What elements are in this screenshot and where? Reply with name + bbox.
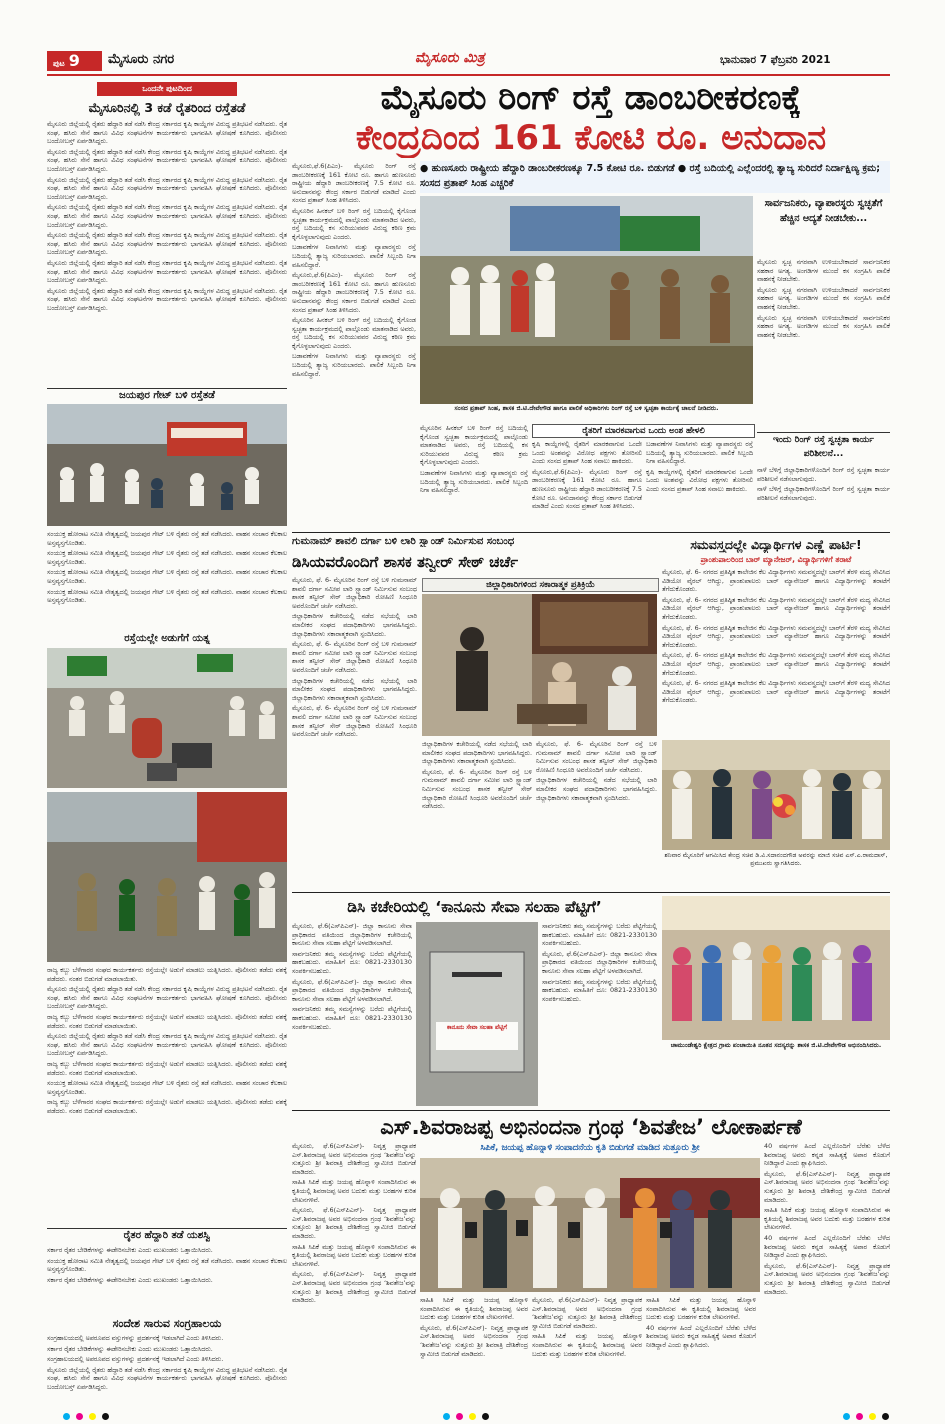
registration-marks-center	[440, 1405, 492, 1424]
section-title: ಮೈಸೂರು ನಗರ	[108, 52, 175, 67]
main-body-col3: ಕೃಷಿ ಕಾಯ್ದೆಗಳಲ್ಲಿ ರೈತರಿಗೆ ಮಾರಕವಾಗುವ ಒಂದೇ ಒಂದು ಅಂಶವನ್ನು ವಿರೋಧ ಪಕ್ಷಗಳು ತೋರಿಸಲಿ ಎಂದು ಸಂಸದ ಪ್ರತಾಪ್ ಸಿಂಹ ಸವಾಲು ಹಾಕಿದರು. ಮೈಸೂರು,ಫೆ.6(ಪಿಎಂ)- ಮೈಸೂರು ರಿಂಗ್ ರಸ್ತೆ ಡಾಂಬರೀಕರಣಕ್ಕೆ 161 ಕೋಟಿ ರೂ. ಹಾಗೂ ಹುಣಸೂರು ರಾಷ್ಟ್ರೀಯ ಹೆದ್ದಾರಿ ಡಾಂಬರೀಕರಣಕ್ಕೆ 7.5 ಕೋಟಿ ರೂ. ಅನುದಾನವನ್ನು ಕೇಂದ್ರ ಸರ್ಕಾರ ಬಿಡುಗಡೆ ಮಾಡಿದೆ ಎಂದು ಸಂಸದ ಪ್ರತಾಪ್ ಸಿಂಹ ತಿಳಿಸಿದರು.	[532, 440, 642, 511]
page-number: 9	[68, 51, 80, 70]
legal-headline: ಡಿಸಿ ಕಚೇರಿಯಲ್ಲಿ ‘ಕಾನೂನು ಸೇವಾ ಸಲಹಾ ಪೆಟ್ಟಿಗೆ’	[347, 898, 602, 916]
main-headline-line1: ಮೈಸೂರು ರಿಂಗ್ ರಸ್ತೆ ಡಾಂಬರೀಕರಣಕ್ಕೆ	[380, 78, 802, 118]
left-body-2: ಸಂಯುಕ್ತ ಹೋರಾಟ ಸಮಿತಿ ನೇತೃತ್ವದಲ್ಲಿ ಜಯಪುರ ಗೇಟ್ ಬಳಿ ರೈತರು ರಸ್ತೆ ತಡೆ ನಡೆಸಿದರು. ವಾಹನ ಸಂಚಾರ ಕೆಲಕಾಲ ಅಸ್ತವ್ಯಸ್ತಗೊಂಡಿತು. ಸಂಯುಕ್ತ ಹೋರಾಟ ಸಮಿತಿ ನೇತೃತ್ವದಲ್ಲಿ ಜಯಪುರ ಗೇಟ್ ಬಳಿ ರೈತರು ರಸ್ತೆ ತಡೆ ನಡೆಸಿದರು. ವಾಹನ ಸಂಚಾರ ಕೆಲಕಾಲ ಅಸ್ತವ್ಯಸ್ತಗೊಂಡಿತು. ಸಂಯುಕ್ತ ಹೋರಾಟ ಸಮಿತಿ ನೇತೃತ್ವದಲ್ಲಿ ಜಯಪುರ ಗೇಟ್ ಬಳಿ ರೈತರು ರಸ್ತೆ ತಡೆ ನಡೆಸಿದರು. ವಾಹನ ಸಂಚಾರ ಕೆಲಕಾಲ ಅಸ್ತವ್ಯಸ್ತಗೊಂಡಿತು. ಸಂಯುಕ್ತ ಹೋರಾಟ ಸಮಿತಿ ನೇತೃತ್ವದಲ್ಲಿ ಜಯಪುರ ಗೇಟ್ ಬಳಿ ರೈತರು ರಸ್ತೆ ತಡೆ ನಡೆಸಿದರು. ವಾಹನ ಸಂಚಾರ ಕೆಲಕಾಲ ಅಸ್ತವ್ಯಸ್ತಗೊಂಡಿತು.	[47, 530, 287, 605]
mid-divider	[292, 532, 890, 533]
left-sub-1: ಜಯಪುರ ಗೇಟ್ ಬಳಿ ರಸ್ತೆತಡೆ	[47, 388, 287, 402]
page-number-badge	[47, 51, 102, 71]
tanveer-body-col3: ಮೈಸೂರು, ಫೆ. 6- ಮೈಸೂರಿನ ರಿಂಗ್ ರಸ್ತೆ ಬಳಿ ಗುಮನಾಮ್ ಶಾವಲಿ ದರ್ಗಾ ಸಮೀಪ ಲಾರಿ ಸ್ಟ್ಯಾಂಡ್ ನಿರ್ಮಿಸುವ ಸಂಬಂಧ ಶಾಸಕ ತನ್ವೀರ್ ಸೇಠ್ ಜಿಲ್ಲಾಧಿಕಾರಿ ರೋಹಿಣಿ ಸಿಂಧೂರಿ ಅವರೊಂದಿಗೆ ಚರ್ಚೆ ನಡೆಸಿದರು. ಜಿಲ್ಲಾಧಿಕಾರಿಗಳ ಕಚೇರಿಯಲ್ಲಿ ನಡೆದ ಸಭೆಯಲ್ಲಿ ಲಾರಿ ಮಾಲೀಕರ ಸಂಘದ ಪದಾಧಿಕಾರಿಗಳು ಭಾಗವಹಿಸಿದ್ದರು. ಜಿಲ್ಲಾಧಿಕಾರಿಗಳು ಸಕಾರಾತ್ಮಕವಾಗಿ ಸ್ಪಂದಿಸಿದರು.	[536, 740, 657, 802]
left-headline: ಮೈಸೂರಿನಲ್ಲಿ 3 ಕಡೆ ರೈತರಿಂದ ರಸ್ತೆತಡೆ	[88, 100, 246, 115]
cleanup-photo-caption: ಸಂಸದ ಪ್ರತಾಪ್ ಸಿಂಹ, ಶಾಸಕ ಜಿ.ಟಿ.ದೇವೇಗೌಡ ಹಾಗೂ ಪಾಲಿಕೆ ಅಧಿಕಾರಿಗಳು ರಿಂಗ್ ರಸ್ತೆ ಬಳಿ ಸ್ವಚ್ಛತಾ ಕಾರ್ಯಕ್ಕೆ ಚಾಲನೆ ನೀಡಿದರು.	[454, 405, 719, 412]
paper-name: ಮೈಸೂರು ಮಿತ್ರ	[415, 50, 485, 66]
left-sub-3: ರೈತರ ಹೆದ್ದಾರಿ ತಡೆ ಯಶಸ್ವಿ	[47, 1228, 287, 1243]
panchayat-members-photo	[662, 896, 890, 1040]
main-body-col1: ಮೈಸೂರು,ಫೆ.6(ಪಿಎಂ)- ಮೈಸೂರು ರಿಂಗ್ ರಸ್ತೆ ಡಾಂಬರೀಕರಣಕ್ಕೆ 161 ಕೋಟಿ ರೂ. ಹಾಗೂ ಹುಣಸೂರು ರಾಷ್ಟ್ರೀಯ ಹೆದ್ದಾರಿ ಡಾಂಬರೀಕರಣಕ್ಕೆ 7.5 ಕೋಟಿ ರೂ. ಅನುದಾನವನ್ನು ಕೇಂದ್ರ ಸರ್ಕಾರ ಬಿಡುಗಡೆ ಮಾಡಿದೆ ಎಂದು ಸಂಸದ ಪ್ರತಾಪ್ ಸಿಂಹ ತಿಳಿಸಿದರು. ಮೈಸೂರಿನ ಹಿನಕಲ್ ಬಳಿ ರಿಂಗ್ ರಸ್ತೆ ಬದಿಯಲ್ಲಿ ಕೈಗೊಂಡ ಸ್ವಚ್ಛತಾ ಕಾರ್ಯಕ್ರಮದಲ್ಲಿ ಪಾಲ್ಗೊಂಡು ಮಾತನಾಡಿದ ಅವರು, ರಸ್ತೆ ಬದಿಯಲ್ಲಿ ಕಸ ಸುರಿಯುವವರ ವಿರುದ್ಧ ಕಠಿಣ ಕ್ರಮ ಕೈಗೊಳ್ಳಲಾಗುವುದು ಎಂದರು. ಬಡಾವಣೆಗಳ ನಿವಾಸಿಗಳು ಮತ್ತು ವ್ಯಾಪಾರಸ್ಥರು ರಸ್ತೆ ಬದಿಯಲ್ಲಿ ತ್ಯಾಜ್ಯ ಸುರಿಯಬಾರದು. ಪಾಲಿಕೆ ಸಿಬ್ಬಂದಿ ನಿಗಾ ವಹಿಸಲಿದ್ದಾರೆ. ಮೈಸೂರು,ಫೆ.6(ಪಿಎಂ)- ಮೈಸೂರು ರಿಂಗ್ ರಸ್ತೆ ಡಾಂಬರೀಕರಣಕ್ಕೆ 161 ಕೋಟಿ ರೂ. ಹಾಗೂ ಹುಣಸೂರು ರಾಷ್ಟ್ರೀಯ ಹೆದ್ದಾರಿ ಡಾಂಬರೀಕರಣಕ್ಕೆ 7.5 ಕೋಟಿ ರೂ. ಅನುದಾನವನ್ನು ಕೇಂದ್ರ ಸರ್ಕಾರ ಬಿಡುಗಡೆ ಮಾಡಿದೆ ಎಂದು ಸಂಸದ ಪ್ರತಾಪ್ ಸಿಂಹ ತಿಳಿಸಿದರು. ಮೈಸೂರಿನ ಹಿನಕಲ್ ಬಳಿ ರಿಂಗ್ ರಸ್ತೆ ಬದಿಯಲ್ಲಿ ಕೈಗೊಂಡ ಸ್ವಚ್ಛತಾ ಕಾರ್ಯಕ್ರಮದಲ್ಲಿ ಪಾಲ್ಗೊಂಡು ಮಾತನಾಡಿದ ಅವರು, ರಸ್ತೆ ಬದಿಯಲ್ಲಿ ಕಸ ಸುರಿಯುವವರ ವಿರುದ್ಧ ಕಠಿಣ ಕ್ರಮ ಕೈಗೊಳ್ಳಲಾಗುವುದು ಎಂದರು. ಬಡಾವಣೆಗಳ ನಿವಾಸಿಗಳು ಮತ್ತು ವ್ಯಾಪಾರಸ್ಥರು ರಸ್ತೆ ಬದಿಯಲ್ಲಿ ತ್ಯಾಜ್ಯ ಸುರಿಯಬಾರದು. ಪಾಲಿಕೆ ಸಿಬ್ಬಂದಿ ನಿಗಾ ವಹಿಸಲಿದ್ದಾರೆ.	[292, 162, 416, 378]
lower-divider	[292, 892, 890, 893]
main-sub-1: ರೈತರಿಗೆ ಮಾರಕವಾಗುವ ಒಂದು ಅಂಶ ಹೇಳಲಿ	[532, 424, 755, 438]
book-body-col4: ಸಾಹಿತಿ ಸಿಪಿಕೆ ಮತ್ತು ಜಯಪ್ಪ ಹೊನ್ನಾಳಿ ಸಂಪಾದಿಸಿರುವ ಈ ಕೃತಿಯಲ್ಲಿ ಶಿವರಾಜಪ್ಪ ಅವರ ಬದುಕು ಮತ್ತು ಬರಹಗಳ ಕುರಿತ ಲೇಖನಗಳಿವೆ. 40 ವರ್ಷಗಳ ಹಿಂದೆ ಎಲ್ಲರೊಂದಿಗೆ ಬೆರೆತು ಬೆಳೆದ ಶಿವರಾಜಪ್ಪ ಅವರು ಕನ್ನಡ ಸಾಹಿತ್ಯಕ್ಕೆ ಅಪಾರ ಕೊಡುಗೆ ನೀಡಿದ್ದಾರೆ ಎಂದು ಶ್ಲಾಘಿಸಿದರು.	[646, 1296, 756, 1349]
book-body-col3: ಮೈಸೂರು, ಫೆ.6(ಎಸ್‌ಪಿಎನ್)- ನಿವೃತ್ತ ಪ್ರಾಧ್ಯಾಪಕ ಎಸ್.ಶಿವರಾಜಪ್ಪ ಅವರ ಅಭಿನಂದನಾ ಗ್ರಂಥ ‘ಶಿವತೇಜ’ವನ್ನು ಸುತ್ತೂರು ಶ್ರೀ ಶಿವರಾತ್ರಿ ದೇಶಿಕೇಂದ್ರ ಸ್ವಾಮೀಜಿ ಬಿಡುಗಡೆ ಮಾಡಿದರು. ಸಾಹಿತಿ ಸಿಪಿಕೆ ಮತ್ತು ಜಯಪ್ಪ ಹೊನ್ನಾಳಿ ಸಂಪಾದಿಸಿರುವ ಈ ಕೃತಿಯಲ್ಲಿ ಶಿವರಾಜಪ್ಪ ಅವರ ಬದುಕು ಮತ್ತು ಬರಹಗಳ ಕುರಿತ ಲೇಖನಗಳಿವೆ.	[532, 1296, 642, 1358]
book-body-col5: 40 ವರ್ಷಗಳ ಹಿಂದೆ ಎಲ್ಲರೊಂದಿಗೆ ಬೆರೆತು ಬೆಳೆದ ಶಿವರಾಜಪ್ಪ ಅವರು ಕನ್ನಡ ಸಾಹಿತ್ಯಕ್ಕೆ ಅಪಾರ ಕೊಡುಗೆ ನೀಡಿದ್ದಾರೆ ಎಂದು ಶ್ಲಾಘಿಸಿದರು. ಮೈಸೂರು, ಫೆ.6(ಎಸ್‌ಪಿಎನ್)- ನಿವೃತ್ತ ಪ್ರಾಧ್ಯಾಪಕ ಎಸ್.ಶಿವರಾಜಪ್ಪ ಅವರ ಅಭಿನಂದನಾ ಗ್ರಂಥ ‘ಶಿವತೇಜ’ವನ್ನು ಸುತ್ತೂರು ಶ್ರೀ ಶಿವರಾತ್ರಿ ದೇಶಿಕೇಂದ್ರ ಸ್ವಾಮೀಜಿ ಬಿಡುಗಡೆ ಮಾಡಿದರು. ಸಾಹಿತಿ ಸಿಪಿಕೆ ಮತ್ತು ಜಯಪ್ಪ ಹೊನ್ನಾಳಿ ಸಂಪಾದಿಸಿರುವ ಈ ಕೃತಿಯಲ್ಲಿ ಶಿವರಾಜಪ್ಪ ಅವರ ಬದುಕು ಮತ್ತು ಬರಹಗಳ ಕುರಿತ ಲೇಖನಗಳಿವೆ. 40 ವರ್ಷಗಳ ಹಿಂದೆ ಎಲ್ಲರೊಂದಿಗೆ ಬೆರೆತು ಬೆಳೆದ ಶಿವರಾಜಪ್ಪ ಅವರು ಕನ್ನಡ ಸಾಹಿತ್ಯಕ್ಕೆ ಅಪಾರ ಕೊಡುಗೆ ನೀಡಿದ್ದಾರೆ ಎಂದು ಶ್ಲಾಘಿಸಿದರು. ಮೈಸೂರು, ಫೆ.6(ಎಸ್‌ಪಿಎನ್)- ನಿವೃತ್ತ ಪ್ರಾಧ್ಯಾಪಕ ಎಸ್.ಶಿವರಾಜಪ್ಪ ಅವರ ಅಭಿನಂದನಾ ಗ್ರಂಥ ‘ಶಿವತೇಜ’ವನ್ನು ಸುತ್ತೂರು ಶ್ರೀ ಶಿವರಾತ್ರಿ ದೇಶಿಕೇಂದ್ರ ಸ್ವಾಮೀಜಿ ಬಿಡುಗಡೆ ಮಾಡಿದರು.	[764, 1142, 890, 1296]
tanveer-kicker: ಗುಮನಾಮ್ ಶಾವಲಿ ದರ್ಗಾ ಬಳಿ ಲಾರಿ ಸ್ಟ್ಯಾಂಡ್ ನಿರ್ಮಿಸುವ ಸಂಬಂಧ	[292, 536, 515, 547]
left-sub-2: ರಸ್ತೆಯಲ್ಲೇ ಅಡುಗೆಗೆ ಯತ್ನ	[124, 633, 210, 644]
students-body: ಮೈಸೂರು, ಫೆ. 6- ನಗರದ ಪ್ರತಿಷ್ಠಿತ ಕಾಲೇಜಿನ ಕೆಲ ವಿದ್ಯಾರ್ಥಿಗಳು ಸಮವಸ್ತ್ರದಲ್ಲೇ ಬಾರ್‌ಗೆ ತೆರಳಿ ಮದ್ಯ ಸೇವಿಸಿದ ವಿಡಿಯೋ ವೈರಲ್ ಆಗಿದ್ದು, ಪ್ರಾಂಶುಪಾಲರು ಬಾರ್ ಮ್ಯಾನೇಜರ್ ಹಾಗೂ ವಿದ್ಯಾರ್ಥಿಗಳನ್ನು ತರಾಟೆಗೆ ತೆಗೆದುಕೊಂಡರು. ಮೈಸೂರು, ಫೆ. 6- ನಗರದ ಪ್ರತಿಷ್ಠಿತ ಕಾಲೇಜಿನ ಕೆಲ ವಿದ್ಯಾರ್ಥಿಗಳು ಸಮವಸ್ತ್ರದಲ್ಲೇ ಬಾರ್‌ಗೆ ತೆರಳಿ ಮದ್ಯ ಸೇವಿಸಿದ ವಿಡಿಯೋ ವೈರಲ್ ಆಗಿದ್ದು, ಪ್ರಾಂಶುಪಾಲರು ಬಾರ್ ಮ್ಯಾನೇಜರ್ ಹಾಗೂ ವಿದ್ಯಾರ್ಥಿಗಳನ್ನು ತರಾಟೆಗೆ ತೆಗೆದುಕೊಂಡರು. ಮೈಸೂರು, ಫೆ. 6- ನಗರದ ಪ್ರತಿಷ್ಠಿತ ಕಾಲೇಜಿನ ಕೆಲ ವಿದ್ಯಾರ್ಥಿಗಳು ಸಮವಸ್ತ್ರದಲ್ಲೇ ಬಾರ್‌ಗೆ ತೆರಳಿ ಮದ್ಯ ಸೇವಿಸಿದ ವಿಡಿಯೋ ವೈರಲ್ ಆಗಿದ್ದು, ಪ್ರಾಂಶುಪಾಲರು ಬಾರ್ ಮ್ಯಾನೇಜರ್ ಹಾಗೂ ವಿದ್ಯಾರ್ಥಿಗಳನ್ನು ತರಾಟೆಗೆ ತೆಗೆದುಕೊಂಡರು. ಮೈಸೂರು, ಫೆ. 6- ನಗರದ ಪ್ರತಿಷ್ಠಿತ ಕಾಲೇಜಿನ ಕೆಲ ವಿದ್ಯಾರ್ಥಿಗಳು ಸಮವಸ್ತ್ರದಲ್ಲೇ ಬಾರ್‌ಗೆ ತೆರಳಿ ಮದ್ಯ ಸೇವಿಸಿದ ವಿಡಿಯೋ ವೈರಲ್ ಆಗಿದ್ದು, ಪ್ರಾಂಶುಪಾಲರು ಬಾರ್ ಮ್ಯಾನೇಜರ್ ಹಾಗೂ ವಿದ್ಯಾರ್ಥಿಗಳನ್ನು ತರಾಟೆಗೆ ತೆಗೆದುಕೊಂಡರು. ಮೈಸೂರು, ಫೆ. 6- ನಗರದ ಪ್ರತಿಷ್ಠಿತ ಕಾಲೇಜಿನ ಕೆಲ ವಿದ್ಯಾರ್ಥಿಗಳು ಸಮವಸ್ತ್ರದಲ್ಲೇ ಬಾರ್‌ಗೆ ತೆರಳಿ ಮದ್ಯ ಸೇವಿಸಿದ ವಿಡಿಯೋ ವೈರಲ್ ಆಗಿದ್ದು, ಪ್ರಾಂಶುಪಾಲರು ಬಾರ್ ಮ್ಯಾನೇಜರ್ ಹಾಗೂ ವಿದ್ಯಾರ್ಥಿಗಳನ್ನು ತರಾಟೆಗೆ ತೆಗೆದುಕೊಂಡರು.	[662, 568, 890, 705]
dc-meeting-photo	[422, 594, 657, 736]
main-body-col2: ಮೈಸೂರಿನ ಹಿನಕಲ್ ಬಳಿ ರಿಂಗ್ ರಸ್ತೆ ಬದಿಯಲ್ಲಿ ಕೈಗೊಂಡ ಸ್ವಚ್ಛತಾ ಕಾರ್ಯಕ್ರಮದಲ್ಲಿ ಪಾಲ್ಗೊಂಡು ಮಾತನಾಡಿದ ಅವರು, ರಸ್ತೆ ಬದಿಯಲ್ಲಿ ಕಸ ಸುರಿಯುವವರ ವಿರುದ್ಧ ಕಠಿಣ ಕ್ರಮ ಕೈಗೊಳ್ಳಲಾಗುವುದು ಎಂದರು. ಬಡಾವಣೆಗಳ ನಿವಾಸಿಗಳು ಮತ್ತು ವ್ಯಾಪಾರಸ್ಥರು ರಸ್ತೆ ಬದಿಯಲ್ಲಿ ತ್ಯಾಜ್ಯ ಸುರಿಯಬಾರದು. ಪಾಲಿಕೆ ಸಿಬ್ಬಂದಿ ನಿಗಾ ವಹಿಸಲಿದ್ದಾರೆ.	[420, 424, 528, 495]
students-headline: ಸಮವಸ್ತ್ರದಲ್ಲೇ ವಿದ್ಯಾರ್ಥಿಗಳ ಎಣ್ಣೆ ಪಾರ್ಟಿ!	[690, 537, 862, 552]
police-protest-photo	[47, 792, 287, 962]
book-headline: ಎಸ್.ಶಿವರಾಜಪ್ಪ ಅಭಿನಂದನಾ ಗ್ರಂಥ ‘ಶಿವತೇಜ’ ಲೋಕಾರ್ಪಣೆ	[380, 1115, 802, 1139]
tanveer-body-col2: ಜಿಲ್ಲಾಧಿಕಾರಿಗಳ ಕಚೇರಿಯಲ್ಲಿ ನಡೆದ ಸಭೆಯಲ್ಲಿ ಲಾರಿ ಮಾಲೀಕರ ಸಂಘದ ಪದಾಧಿಕಾರಿಗಳು ಭಾಗವಹಿಸಿದ್ದರು. ಜಿಲ್ಲಾಧಿಕಾರಿಗಳು ಸಕಾರಾತ್ಮಕವಾಗಿ ಸ್ಪಂದಿಸಿದರು. ಮೈಸೂರು, ಫೆ. 6- ಮೈಸೂರಿನ ರಿಂಗ್ ರಸ್ತೆ ಬಳಿ ಗುಮನಾಮ್ ಶಾವಲಿ ದರ್ಗಾ ಸಮೀಪ ಲಾರಿ ಸ್ಟ್ಯಾಂಡ್ ನಿರ್ಮಿಸುವ ಸಂಬಂಧ ಶಾಸಕ ತನ್ವೀರ್ ಸೇಠ್ ಜಿಲ್ಲಾಧಿಕಾರಿ ರೋಹಿಣಿ ಸಿಂಧೂರಿ ಅವರೊಂದಿಗೆ ಚರ್ಚೆ ನಡೆಸಿದರು.	[422, 740, 532, 811]
page-label: ಪುಟ	[53, 59, 65, 68]
cooking-protest-photo	[47, 648, 287, 788]
sidebar-body-1: ಮೈಸೂರು ಸ್ವಚ್ಛ ನಗರವಾಗಿ ಉಳಿಯಬೇಕಾದರೆ ಸಾರ್ವಜನಿಕರ ಸಹಕಾರ ಅಗತ್ಯ. ಅಂಗಡಿಗಳ ಮುಂದೆ ಕಸ ಸಂಗ್ರಹಿಸಿ ಪಾಲಿಕೆ ವಾಹನಕ್ಕೆ ನೀಡಬೇಕು. ಮೈಸೂರು ಸ್ವಚ್ಛ ನಗರವಾಗಿ ಉಳಿಯಬೇಕಾದರೆ ಸಾರ್ವಜನಿಕರ ಸಹಕಾರ ಅಗತ್ಯ. ಅಂಗಡಿಗಳ ಮುಂದೆ ಕಸ ಸಂಗ್ರಹಿಸಿ ಪಾಲಿಕೆ ವಾಹನಕ್ಕೆ ನೀಡಬೇಕು. ಮೈಸೂರು ಸ್ವಚ್ಛ ನಗರವಾಗಿ ಉಳಿಯಬೇಕಾದರೆ ಸಾರ್ವಜನಿಕರ ಸಹಕಾರ ಅಗತ್ಯ. ಅಂಗಡಿಗಳ ಮುಂದೆ ಕಸ ಸಂಗ್ರಹಿಸಿ ಪಾಲಿಕೆ ವಾಹನಕ್ಕೆ ನೀಡಬೇಕು.	[757, 258, 890, 339]
main-headline-line2: ಕೇಂದ್ರದಿಂದ 161 ಕೋಟಿ ರೂ. ಅನುದಾನ	[355, 118, 827, 158]
tanveer-tag: ಜಿಲ್ಲಾಧಿಕಾರಿಗಳಿಂದ ಸಕಾರಾತ್ಮಕ ಪ್ರತಿಕ್ರಿಯೆ	[422, 578, 659, 592]
legal-box-photo	[416, 922, 538, 1106]
minister-welcome-photo	[662, 740, 890, 850]
book-sub: ಸಿಪಿಕೆ, ಜಯಪ್ಪ ಹೊನ್ನಾಳಿ ಸಂಪಾದನೆಯ ಕೃತಿ ಬಿಡುಗಡೆ ಮಾಡಿದ ಸುತ್ತೂರು ಶ್ರೀ	[480, 1143, 700, 1153]
cleanup-photo	[420, 196, 753, 404]
main-body-col4: ಬಡಾವಣೆಗಳ ನಿವಾಸಿಗಳು ಮತ್ತು ವ್ಯಾಪಾರಸ್ಥರು ರಸ್ತೆ ಬದಿಯಲ್ಲಿ ತ್ಯಾಜ್ಯ ಸುರಿಯಬಾರದು. ಪಾಲಿಕೆ ಸಿಬ್ಬಂದಿ ನಿಗಾ ವಹಿಸಲಿದ್ದಾರೆ. ಕೃಷಿ ಕಾಯ್ದೆಗಳಲ್ಲಿ ರೈತರಿಗೆ ಮಾರಕವಾಗುವ ಒಂದೇ ಒಂದು ಅಂಶವನ್ನು ವಿರೋಧ ಪಕ್ಷಗಳು ತೋರಿಸಲಿ ಎಂದು ಸಂಸದ ಪ್ರತಾಪ್ ಸಿಂಹ ಸವಾಲು ಹಾಕಿದರು.	[646, 440, 753, 493]
main-strap: ● ಹುಣಸೂರು ರಾಷ್ಟ್ರೀಯ ಹೆದ್ದಾರಿ ಡಾಂಬರೀಕರಣಕ್ಕೂ 7.5 ಕೋಟಿ ರೂ. ಬಿಡುಗಡೆ ● ರಸ್ತೆ ಬದಿಯಲ್ಲಿ ಎಲ್ಲೆಂದರಲ್ಲಿ ತ್ಯಾಜ್ಯ ಸುರಿದರೆ ನಿರ್ದಾಕ್ಷಿಣ್ಯ ಕ್ರಮ; ಸಂಸದ ಪ್ರತಾಪ್ ಸಿಂಹ ಎಚ್ಚರಿಕೆ	[420, 161, 890, 193]
book-body-col1: ಮೈಸೂರು, ಫೆ.6(ಎಸ್‌ಪಿಎನ್)- ನಿವೃತ್ತ ಪ್ರಾಧ್ಯಾಪಕ ಎಸ್.ಶಿವರಾಜಪ್ಪ ಅವರ ಅಭಿನಂದನಾ ಗ್ರಂಥ ‘ಶಿವತೇಜ’ವನ್ನು ಸುತ್ತೂರು ಶ್ರೀ ಶಿವರಾತ್ರಿ ದೇಶಿಕೇಂದ್ರ ಸ್ವಾಮೀಜಿ ಬಿಡುಗಡೆ ಮಾಡಿದರು. ಸಾಹಿತಿ ಸಿಪಿಕೆ ಮತ್ತು ಜಯಪ್ಪ ಹೊನ್ನಾಳಿ ಸಂಪಾದಿಸಿರುವ ಈ ಕೃತಿಯಲ್ಲಿ ಶಿವರಾಜಪ್ಪ ಅವರ ಬದುಕು ಮತ್ತು ಬರಹಗಳ ಕುರಿತ ಲೇಖನಗಳಿವೆ. ಮೈಸೂರು, ಫೆ.6(ಎಸ್‌ಪಿಎನ್)- ನಿವೃತ್ತ ಪ್ರಾಧ್ಯಾಪಕ ಎಸ್.ಶಿವರಾಜಪ್ಪ ಅವರ ಅಭಿನಂದನಾ ಗ್ರಂಥ ‘ಶಿವತೇಜ’ವನ್ನು ಸುತ್ತೂರು ಶ್ರೀ ಶಿವರಾತ್ರಿ ದೇಶಿಕೇಂದ್ರ ಸ್ವಾಮೀಜಿ ಬಿಡುಗಡೆ ಮಾಡಿದರು. ಸಾಹಿತಿ ಸಿಪಿಕೆ ಮತ್ತು ಜಯಪ್ಪ ಹೊನ್ನಾಳಿ ಸಂಪಾದಿಸಿರುವ ಈ ಕೃತಿಯಲ್ಲಿ ಶಿವರಾಜಪ್ಪ ಅವರ ಬದುಕು ಮತ್ತು ಬರಹಗಳ ಕುರಿತ ಲೇಖನಗಳಿವೆ. ಮೈಸೂರು, ಫೆ.6(ಎಸ್‌ಪಿಎನ್)- ನಿವೃತ್ತ ಪ್ರಾಧ್ಯಾಪಕ ಎಸ್.ಶಿವರಾಜಪ್ಪ ಅವರ ಅಭಿನಂದನಾ ಗ್ರಂಥ ‘ಶಿವತೇಜ’ವನ್ನು ಸುತ್ತೂರು ಶ್ರೀ ಶಿವರಾತ್ರಿ ದೇಶಿಕೇಂದ್ರ ಸ್ವಾಮೀಜಿ ಬಿಡುಗಡೆ ಮಾಡಿದರು.	[292, 1142, 416, 1305]
legal-box-label: ಕಾನೂನು ಸೇವಾ ಸಲಹಾ ಪೆಟ್ಟಿಗೆ	[447, 1024, 507, 1031]
book-body-col2: ಸಾಹಿತಿ ಸಿಪಿಕೆ ಮತ್ತು ಜಯಪ್ಪ ಹೊನ್ನಾಳಿ ಸಂಪಾದಿಸಿರುವ ಈ ಕೃತಿಯಲ್ಲಿ ಶಿವರಾಜಪ್ಪ ಅವರ ಬದುಕು ಮತ್ತು ಬರಹಗಳ ಕುರಿತ ಲೇಖನಗಳಿವೆ. ಮೈಸೂರು, ಫೆ.6(ಎಸ್‌ಪಿಎನ್)- ನಿವೃತ್ತ ಪ್ರಾಧ್ಯಾಪಕ ಎಸ್.ಶಿವರಾಜಪ್ಪ ಅವರ ಅಭಿನಂದನಾ ಗ್ರಂಥ ‘ಶಿವತೇಜ’ವನ್ನು ಸುತ್ತೂರು ಶ್ರೀ ಶಿವರಾತ್ರಿ ದೇಶಿಕೇಂದ್ರ ಸ್ವಾಮೀಜಿ ಬಿಡುಗಡೆ ಮಾಡಿದರು.	[420, 1296, 528, 1358]
masthead-rule	[47, 74, 890, 76]
book-launch-photo	[420, 1158, 760, 1292]
left-body-5: ಸಂಗ್ರಹಾಲಯದಲ್ಲಿ ಅಪರೂಪದ ವಸ್ತುಗಳನ್ನು ಪ್ರದರ್ಶನಕ್ಕೆ ಇಡಲಾಗಿದೆ ಎಂದು ತಿಳಿಸಿದರು. ಸರ್ಕಾರ ರೈತರ ಬೇಡಿಕೆಗಳನ್ನು ಈಡೇರಿಸಬೇಕು ಎಂದು ಮುಖಂಡರು ಒತ್ತಾಯಿಸಿದರು. ಸಂಗ್ರಹಾಲಯದಲ್ಲಿ ಅಪರೂಪದ ವಸ್ತುಗಳನ್ನು ಪ್ರದರ್ಶನಕ್ಕೆ ಇಡಲಾಗಿದೆ ಎಂದು ತಿಳಿಸಿದರು. ಮೈಸೂರು ಜಿಲ್ಲೆಯಲ್ಲಿ ರೈತರು ಹೆದ್ದಾರಿ ತಡೆ ನಡೆಸಿ ಕೇಂದ್ರ ಸರ್ಕಾರದ ಕೃಷಿ ಕಾಯ್ದೆಗಳ ವಿರುದ್ಧ ಪ್ರತಿಭಟನೆ ನಡೆಸಿದರು. ರೈತ ಸಂಘ, ಹಸಿರು ಸೇನೆ ಹಾಗೂ ವಿವಿಧ ಸಂಘಟನೆಗಳ ಕಾರ್ಯಕರ್ತರು ಭಾಗವಹಿಸಿ ಘೋಷಣೆ ಕೂಗಿದರು. ಪೊಲೀಸರು ಬಂದೋಬಸ್ತ್ ಏರ್ಪಡಿಸಿದ್ದರು.	[47, 1334, 287, 1391]
left-body-1: ಮೈಸೂರು ಜಿಲ್ಲೆಯಲ್ಲಿ ರೈತರು ಹೆದ್ದಾರಿ ತಡೆ ನಡೆಸಿ ಕೇಂದ್ರ ಸರ್ಕಾರದ ಕೃಷಿ ಕಾಯ್ದೆಗಳ ವಿರುದ್ಧ ಪ್ರತಿಭಟನೆ ನಡೆಸಿದರು. ರೈತ ಸಂಘ, ಹಸಿರು ಸೇನೆ ಹಾಗೂ ವಿವಿಧ ಸಂಘಟನೆಗಳ ಕಾರ್ಯಕರ್ತರು ಭಾಗವಹಿಸಿ ಘೋಷಣೆ ಕೂಗಿದರು. ಪೊಲೀಸರು ಬಂದೋಬಸ್ತ್ ಏರ್ಪಡಿಸಿದ್ದರು. ಮೈಸೂರು ಜಿಲ್ಲೆಯಲ್ಲಿ ರೈತರು ಹೆದ್ದಾರಿ ತಡೆ ನಡೆಸಿ ಕೇಂದ್ರ ಸರ್ಕಾರದ ಕೃಷಿ ಕಾಯ್ದೆಗಳ ವಿರುದ್ಧ ಪ್ರತಿಭಟನೆ ನಡೆಸಿದರು. ರೈತ ಸಂಘ, ಹಸಿರು ಸೇನೆ ಹಾಗೂ ವಿವಿಧ ಸಂಘಟನೆಗಳ ಕಾರ್ಯಕರ್ತರು ಭಾಗವಹಿಸಿ ಘೋಷಣೆ ಕೂಗಿದರು. ಪೊಲೀಸರು ಬಂದೋಬಸ್ತ್ ಏರ್ಪಡಿಸಿದ್ದರು. ಮೈಸೂರು ಜಿಲ್ಲೆಯಲ್ಲಿ ರೈತರು ಹೆದ್ದಾರಿ ತಡೆ ನಡೆಸಿ ಕೇಂದ್ರ ಸರ್ಕಾರದ ಕೃಷಿ ಕಾಯ್ದೆಗಳ ವಿರುದ್ಧ ಪ್ರತಿಭಟನೆ ನಡೆಸಿದರು. ರೈತ ಸಂಘ, ಹಸಿರು ಸೇನೆ ಹಾಗೂ ವಿವಿಧ ಸಂಘಟನೆಗಳ ಕಾರ್ಯಕರ್ತರು ಭಾಗವಹಿಸಿ ಘೋಷಣೆ ಕೂಗಿದರು. ಪೊಲೀಸರು ಬಂದೋಬಸ್ತ್ ಏರ್ಪಡಿಸಿದ್ದರು. ಮೈಸೂರು ಜಿಲ್ಲೆಯಲ್ಲಿ ರೈತರು ಹೆದ್ದಾರಿ ತಡೆ ನಡೆಸಿ ಕೇಂದ್ರ ಸರ್ಕಾರದ ಕೃಷಿ ಕಾಯ್ದೆಗಳ ವಿರುದ್ಧ ಪ್ರತಿಭಟನೆ ನಡೆಸಿದರು. ರೈತ ಸಂಘ, ಹಸಿರು ಸೇನೆ ಹಾಗೂ ವಿವಿಧ ಸಂಘಟನೆಗಳ ಕಾರ್ಯಕರ್ತರು ಭಾಗವಹಿಸಿ ಘೋಷಣೆ ಕೂಗಿದರು. ಪೊಲೀಸರು ಬಂದೋಬಸ್ತ್ ಏರ್ಪಡಿಸಿದ್ದರು. ಮೈಸೂರು ಜಿಲ್ಲೆಯಲ್ಲಿ ರೈತರು ಹೆದ್ದಾರಿ ತಡೆ ನಡೆಸಿ ಕೇಂದ್ರ ಸರ್ಕಾರದ ಕೃಷಿ ಕಾಯ್ದೆಗಳ ವಿರುದ್ಧ ಪ್ರತಿಭಟನೆ ನಡೆಸಿದರು. ರೈತ ಸಂಘ, ಹಸಿರು ಸೇನೆ ಹಾಗೂ ವಿವಿಧ ಸಂಘಟನೆಗಳ ಕಾರ್ಯಕರ್ತರು ಭಾಗವಹಿಸಿ ಘೋಷಣೆ ಕೂಗಿದರು. ಪೊಲೀಸರು ಬಂದೋಬಸ್ತ್ ಏರ್ಪಡಿಸಿದ್ದರು. ಮೈಸೂರು ಜಿಲ್ಲೆಯಲ್ಲಿ ರೈತರು ಹೆದ್ದಾರಿ ತಡೆ ನಡೆಸಿ ಕೇಂದ್ರ ಸರ್ಕಾರದ ಕೃಷಿ ಕಾಯ್ದೆಗಳ ವಿರುದ್ಧ ಪ್ರತಿಭಟನೆ ನಡೆಸಿದರು. ರೈತ ಸಂಘ, ಹಸಿರು ಸೇನೆ ಹಾಗೂ ವಿವಿಧ ಸಂಘಟನೆಗಳ ಕಾರ್ಯಕರ್ತರು ಭಾಗವಹಿಸಿ ಘೋಷಣೆ ಕೂಗಿದರು. ಪೊಲೀಸರು ಬಂದೋಬಸ್ತ್ ಏರ್ಪಡಿಸಿದ್ದರು. ಮೈಸೂರು ಜಿಲ್ಲೆಯಲ್ಲಿ ರೈತರು ಹೆದ್ದಾರಿ ತಡೆ ನಡೆಸಿ ಕೇಂದ್ರ ಸರ್ಕಾರದ ಕೃಷಿ ಕಾಯ್ದೆಗಳ ವಿರುದ್ಧ ಪ್ರತಿಭಟನೆ ನಡೆಸಿದರು. ರೈತ ಸಂಘ, ಹಸಿರು ಸೇನೆ ಹಾಗೂ ವಿವಿಧ ಸಂಘಟನೆಗಳ ಕಾರ್ಯಕರ್ತರು ಭಾಗವಹಿಸಿ ಘೋಷಣೆ ಕೂಗಿದರು. ಪೊಲೀಸರು ಬಂದೋಬಸ್ತ್ ಏರ್ಪಡಿಸಿದ್ದರು.	[47, 120, 287, 312]
tanveer-headline: ಡಿಸಿಯವರೊಂದಿಗೆ ಶಾಸಕ ತನ್ವೀರ್ ಸೇಠ್ ಚರ್ಚೆ	[292, 553, 519, 571]
sidebar-body-2: ನಾಳೆ ಬೆಳಿಗ್ಗೆ ಜಿಲ್ಲಾಧಿಕಾರಿಗಳೊಂದಿಗೆ ರಿಂಗ್ ರಸ್ತೆ ಸ್ವಚ್ಛತಾ ಕಾರ್ಯ ಪರಿಶೀಲನೆ ನಡೆಸಲಾಗುವುದು. ನಾಳೆ ಬೆಳಿಗ್ಗೆ ಜಿಲ್ಲಾಧಿಕಾರಿಗಳೊಂದಿಗೆ ರಿಂಗ್ ರಸ್ತೆ ಸ್ವಚ್ಛತಾ ಕಾರ್ಯ ಪರಿಶೀಲನೆ ನಡೆಸಲಾಗುವುದು.	[757, 466, 890, 502]
bottom-divider	[292, 1110, 890, 1111]
registration-marks-left	[60, 1405, 112, 1424]
tanveer-body-col1: ಮೈಸೂರು, ಫೆ. 6- ಮೈಸೂರಿನ ರಿಂಗ್ ರಸ್ತೆ ಬಳಿ ಗುಮನಾಮ್ ಶಾವಲಿ ದರ್ಗಾ ಸಮೀಪ ಲಾರಿ ಸ್ಟ್ಯಾಂಡ್ ನಿರ್ಮಿಸುವ ಸಂಬಂಧ ಶಾಸಕ ತನ್ವೀರ್ ಸೇಠ್ ಜಿಲ್ಲಾಧಿಕಾರಿ ರೋಹಿಣಿ ಸಿಂಧೂರಿ ಅವರೊಂದಿಗೆ ಚರ್ಚೆ ನಡೆಸಿದರು. ಜಿಲ್ಲಾಧಿಕಾರಿಗಳ ಕಚೇರಿಯಲ್ಲಿ ನಡೆದ ಸಭೆಯಲ್ಲಿ ಲಾರಿ ಮಾಲೀಕರ ಸಂಘದ ಪದಾಧಿಕಾರಿಗಳು ಭಾಗವಹಿಸಿದ್ದರು. ಜಿಲ್ಲಾಧಿಕಾರಿಗಳು ಸಕಾರಾತ್ಮಕವಾಗಿ ಸ್ಪಂದಿಸಿದರು. ಮೈಸೂರು, ಫೆ. 6- ಮೈಸೂರಿನ ರಿಂಗ್ ರಸ್ತೆ ಬಳಿ ಗುಮನಾಮ್ ಶಾವಲಿ ದರ್ಗಾ ಸಮೀಪ ಲಾರಿ ಸ್ಟ್ಯಾಂಡ್ ನಿರ್ಮಿಸುವ ಸಂಬಂಧ ಶಾಸಕ ತನ್ವೀರ್ ಸೇಠ್ ಜಿಲ್ಲಾಧಿಕಾರಿ ರೋಹಿಣಿ ಸಿಂಧೂರಿ ಅವರೊಂದಿಗೆ ಚರ್ಚೆ ನಡೆಸಿದರು. ಜಿಲ್ಲಾಧಿಕಾರಿಗಳ ಕಚೇರಿಯಲ್ಲಿ ನಡೆದ ಸಭೆಯಲ್ಲಿ ಲಾರಿ ಮಾಲೀಕರ ಸಂಘದ ಪದಾಧಿಕಾರಿಗಳು ಭಾಗವಹಿಸಿದ್ದರು. ಜಿಲ್ಲಾಧಿಕಾರಿಗಳು ಸಕಾರಾತ್ಮಕವಾಗಿ ಸ್ಪಂದಿಸಿದರು. ಮೈಸೂರು, ಫೆ. 6- ಮೈಸೂರಿನ ರಿಂಗ್ ರಸ್ತೆ ಬಳಿ ಗುಮನಾಮ್ ಶಾವಲಿ ದರ್ಗಾ ಸಮೀಪ ಲಾರಿ ಸ್ಟ್ಯಾಂಡ್ ನಿರ್ಮಿಸುವ ಸಂಬಂಧ ಶಾಸಕ ತನ್ವೀರ್ ಸೇಠ್ ಜಿಲ್ಲಾಧಿಕಾರಿ ರೋಹಿಣಿ ಸಿಂಧೂರಿ ಅವರೊಂದಿಗೆ ಚರ್ಚೆ ನಡೆಸಿದರು.	[292, 576, 417, 739]
sidebar-head-2: ಇಂದು ರಿಂಗ್ ರಸ್ತೆ ಸ್ವಚ್ಛತಾ ಕಾರ್ಯ ಪರಿಶೀಲನೆ...	[757, 432, 890, 463]
left-column	[47, 80, 287, 1395]
students-sub: ಪ್ರಾಂಶುಪಾಲರಿಂದ ಬಾರ್ ಮ್ಯಾನೇಜರ್, ವಿದ್ಯಾರ್ಥಿಗಳಿಗೆ ತರಾಟೆ	[700, 555, 852, 564]
sidebar-head-1: ಸಾರ್ವಜನಿಕರು, ವ್ಯಾಪಾರಸ್ಥರು ಸ್ವಚ್ಛತೆಗೆ ಹೆಚ್ಚಿನ ಆದ್ಯತೆ ನೀಡಬೇಕು...	[764, 198, 883, 224]
registration-marks-right	[840, 1405, 892, 1424]
left-body-4: ಸರ್ಕಾರ ರೈತರ ಬೇಡಿಕೆಗಳನ್ನು ಈಡೇರಿಸಬೇಕು ಎಂದು ಮುಖಂಡರು ಒತ್ತಾಯಿಸಿದರು. ಸಂಯುಕ್ತ ಹೋರಾಟ ಸಮಿತಿ ನೇತೃತ್ವದಲ್ಲಿ ಜಯಪುರ ಗೇಟ್ ಬಳಿ ರೈತರು ರಸ್ತೆ ತಡೆ ನಡೆಸಿದರು. ವಾಹನ ಸಂಚಾರ ಕೆಲಕಾಲ ಅಸ್ತವ್ಯಸ್ತಗೊಂಡಿತು. ಸರ್ಕಾರ ರೈತರ ಬೇಡಿಕೆಗಳನ್ನು ಈಡೇರಿಸಬೇಕು ಎಂದು ಮುಖಂಡರು ಒತ್ತಾಯಿಸಿದರು.	[47, 1246, 287, 1284]
legal-body-col2: ಸಾರ್ವಜನಿಕರು ತಮ್ಮ ಸಮಸ್ಯೆಗಳನ್ನು ಬರೆದು ಪೆಟ್ಟಿಗೆಯಲ್ಲಿ ಹಾಕಬಹುದು. ಮಾಹಿತಿಗೆ ದೂ: 0821-2330130 ಸಂಪರ್ಕಿಸಬಹುದು. ಮೈಸೂರು, ಫೆ.6(ಎಸ್‌ಪಿಎನ್)- ಜಿಲ್ಲಾ ಕಾನೂನು ಸೇವಾ ಪ್ರಾಧಿಕಾರದ ವತಿಯಿಂದ ಜಿಲ್ಲಾಧಿಕಾರಿಗಳ ಕಚೇರಿಯಲ್ಲಿ ಕಾನೂನು ಸೇವಾ ಸಲಹಾ ಪೆಟ್ಟಿಗೆ ಅಳವಡಿಸಲಾಗಿದೆ. ಸಾರ್ವಜನಿಕರು ತಮ್ಮ ಸಮಸ್ಯೆಗಳನ್ನು ಬರೆದು ಪೆಟ್ಟಿಗೆಯಲ್ಲಿ ಹಾಕಬಹುದು. ಮಾಹಿತಿಗೆ ದೂ: 0821-2330130 ಸಂಪರ್ಕಿಸಬಹುದು.	[542, 922, 657, 1003]
legal-body-col1: ಮೈಸೂರು, ಫೆ.6(ಎಸ್‌ಪಿಎನ್)- ಜಿಲ್ಲಾ ಕಾನೂನು ಸೇವಾ ಪ್ರಾಧಿಕಾರದ ವತಿಯಿಂದ ಜಿಲ್ಲಾಧಿಕಾರಿಗಳ ಕಚೇರಿಯಲ್ಲಿ ಕಾನೂನು ಸೇವಾ ಸಲಹಾ ಪೆಟ್ಟಿಗೆ ಅಳವಡಿಸಲಾಗಿದೆ. ಸಾರ್ವಜನಿಕರು ತಮ್ಮ ಸಮಸ್ಯೆಗಳನ್ನು ಬರೆದು ಪೆಟ್ಟಿಗೆಯಲ್ಲಿ ಹಾಕಬಹುದು. ಮಾಹಿತಿಗೆ ದೂ: 0821-2330130 ಸಂಪರ್ಕಿಸಬಹುದು. ಮೈಸೂರು, ಫೆ.6(ಎಸ್‌ಪಿಎನ್)- ಜಿಲ್ಲಾ ಕಾನೂನು ಸೇವಾ ಪ್ರಾಧಿಕಾರದ ವತಿಯಿಂದ ಜಿಲ್ಲಾಧಿಕಾರಿಗಳ ಕಚೇರಿಯಲ್ಲಿ ಕಾನೂನು ಸೇವಾ ಸಲಹಾ ಪೆಟ್ಟಿಗೆ ಅಳವಡಿಸಲಾಗಿದೆ. ಸಾರ್ವಜನಿಕರು ತಮ್ಮ ಸಮಸ್ಯೆಗಳನ್ನು ಬರೆದು ಪೆಟ್ಟಿಗೆಯಲ್ಲಿ ಹಾಕಬಹುದು. ಮಾಹಿತಿಗೆ ದೂ: 0821-2330130 ಸಂಪರ್ಕಿಸಬಹುದು.	[292, 922, 412, 1031]
left-sub-4: ಸಂದೇಶ ಸಾರುವ ಸಂಗ್ರಹಾಲಯ	[112, 1317, 222, 1330]
panchayat-members-caption: ಚಾಮುಂಡೇಶ್ವರಿ ಕ್ಷೇತ್ರದ ಗ್ರಾಮ ಪಂಚಾಯಿತಿ ನೂತನ ಸದಸ್ಯರನ್ನು ಶಾಸಕ ಜಿ.ಟಿ.ದೇವೇಗೌಡ ಅಭಿನಂದಿಸಿದರು.	[670, 1042, 882, 1049]
protest-photo-1	[47, 404, 287, 526]
left-body-3: ರಾಜ್ಯ ಕಬ್ಬು ಬೆಳೆಗಾರರ ಸಂಘದ ಕಾರ್ಯಕರ್ತರು ರಸ್ತೆಯಲ್ಲೇ ಅಡುಗೆ ಮಾಡಲು ಯತ್ನಿಸಿದರು. ಪೊಲೀಸರು ತಡೆದು ವಶಕ್ಕೆ ಪಡೆದರು. ನಂತರ ಬಿಡುಗಡೆ ಮಾಡಲಾಯಿತು. ಮೈಸೂರು ಜಿಲ್ಲೆಯಲ್ಲಿ ರೈತರು ಹೆದ್ದಾರಿ ತಡೆ ನಡೆಸಿ ಕೇಂದ್ರ ಸರ್ಕಾರದ ಕೃಷಿ ಕಾಯ್ದೆಗಳ ವಿರುದ್ಧ ಪ್ರತಿಭಟನೆ ನಡೆಸಿದರು. ರೈತ ಸಂಘ, ಹಸಿರು ಸೇನೆ ಹಾಗೂ ವಿವಿಧ ಸಂಘಟನೆಗಳ ಕಾರ್ಯಕರ್ತರು ಭಾಗವಹಿಸಿ ಘೋಷಣೆ ಕೂಗಿದರು. ಪೊಲೀಸರು ಬಂದೋಬಸ್ತ್ ಏರ್ಪಡಿಸಿದ್ದರು. ರಾಜ್ಯ ಕಬ್ಬು ಬೆಳೆಗಾರರ ಸಂಘದ ಕಾರ್ಯಕರ್ತರು ರಸ್ತೆಯಲ್ಲೇ ಅಡುಗೆ ಮಾಡಲು ಯತ್ನಿಸಿದರು. ಪೊಲೀಸರು ತಡೆದು ವಶಕ್ಕೆ ಪಡೆದರು. ನಂತರ ಬಿಡುಗಡೆ ಮಾಡಲಾಯಿತು. ಮೈಸೂರು ಜಿಲ್ಲೆಯಲ್ಲಿ ರೈತರು ಹೆದ್ದಾರಿ ತಡೆ ನಡೆಸಿ ಕೇಂದ್ರ ಸರ್ಕಾರದ ಕೃಷಿ ಕಾಯ್ದೆಗಳ ವಿರುದ್ಧ ಪ್ರತಿಭಟನೆ ನಡೆಸಿದರು. ರೈತ ಸಂಘ, ಹಸಿರು ಸೇನೆ ಹಾಗೂ ವಿವಿಧ ಸಂಘಟನೆಗಳ ಕಾರ್ಯಕರ್ತರು ಭಾಗವಹಿಸಿ ಘೋಷಣೆ ಕೂಗಿದರು. ಪೊಲೀಸರು ಬಂದೋಬಸ್ತ್ ಏರ್ಪಡಿಸಿದ್ದರು. ರಾಜ್ಯ ಕಬ್ಬು ಬೆಳೆಗಾರರ ಸಂಘದ ಕಾರ್ಯಕರ್ತರು ರಸ್ತೆಯಲ್ಲೇ ಅಡುಗೆ ಮಾಡಲು ಯತ್ನಿಸಿದರು. ಪೊಲೀಸರು ತಡೆದು ವಶಕ್ಕೆ ಪಡೆದರು. ನಂತರ ಬಿಡುಗಡೆ ಮಾಡಲಾಯಿತು. ಸಂಯುಕ್ತ ಹೋರಾಟ ಸಮಿತಿ ನೇತೃತ್ವದಲ್ಲಿ ಜಯಪುರ ಗೇಟ್ ಬಳಿ ರೈತರು ರಸ್ತೆ ತಡೆ ನಡೆಸಿದರು. ವಾಹನ ಸಂಚಾರ ಕೆಲಕಾಲ ಅಸ್ತವ್ಯಸ್ತಗೊಂಡಿತು. ರಾಜ್ಯ ಕಬ್ಬು ಬೆಳೆಗಾರರ ಸಂಘದ ಕಾರ್ಯಕರ್ತರು ರಸ್ತೆಯಲ್ಲೇ ಅಡುಗೆ ಮಾಡಲು ಯತ್ನಿಸಿದರು. ಪೊಲೀಸರು ತಡೆದು ವಶಕ್ಕೆ ಪಡೆದರು. ನಂತರ ಬಿಡುಗಡೆ ಮಾಡಲಾಯಿತು.	[47, 966, 287, 1115]
issue-date: ಭಾನುವಾರ 7 ಫೆಬ್ರವರಿ 2021	[720, 54, 831, 66]
minister-welcome-caption: ಶನಿವಾರ ಮೈಸೂರಿಗೆ ಆಗಮಿಸಿದ ಕೇಂದ್ರ ಸಚಿವ ಡಿ.ವಿ.ಸದಾನಂದಗೌಡ ಅವರನ್ನು ಮಾಜಿ ಸಚಿವ ಎಸ್.ಎ.ರಾಮದಾಸ್, ಪ್ರಮುಖರು ಸ್ವಾಗತಿಸಿದರು.	[664, 852, 888, 868]
right-sidebar	[757, 196, 890, 530]
continued-banner: ಒಂದನೇ ಪುಟದಿಂದ	[97, 82, 237, 96]
